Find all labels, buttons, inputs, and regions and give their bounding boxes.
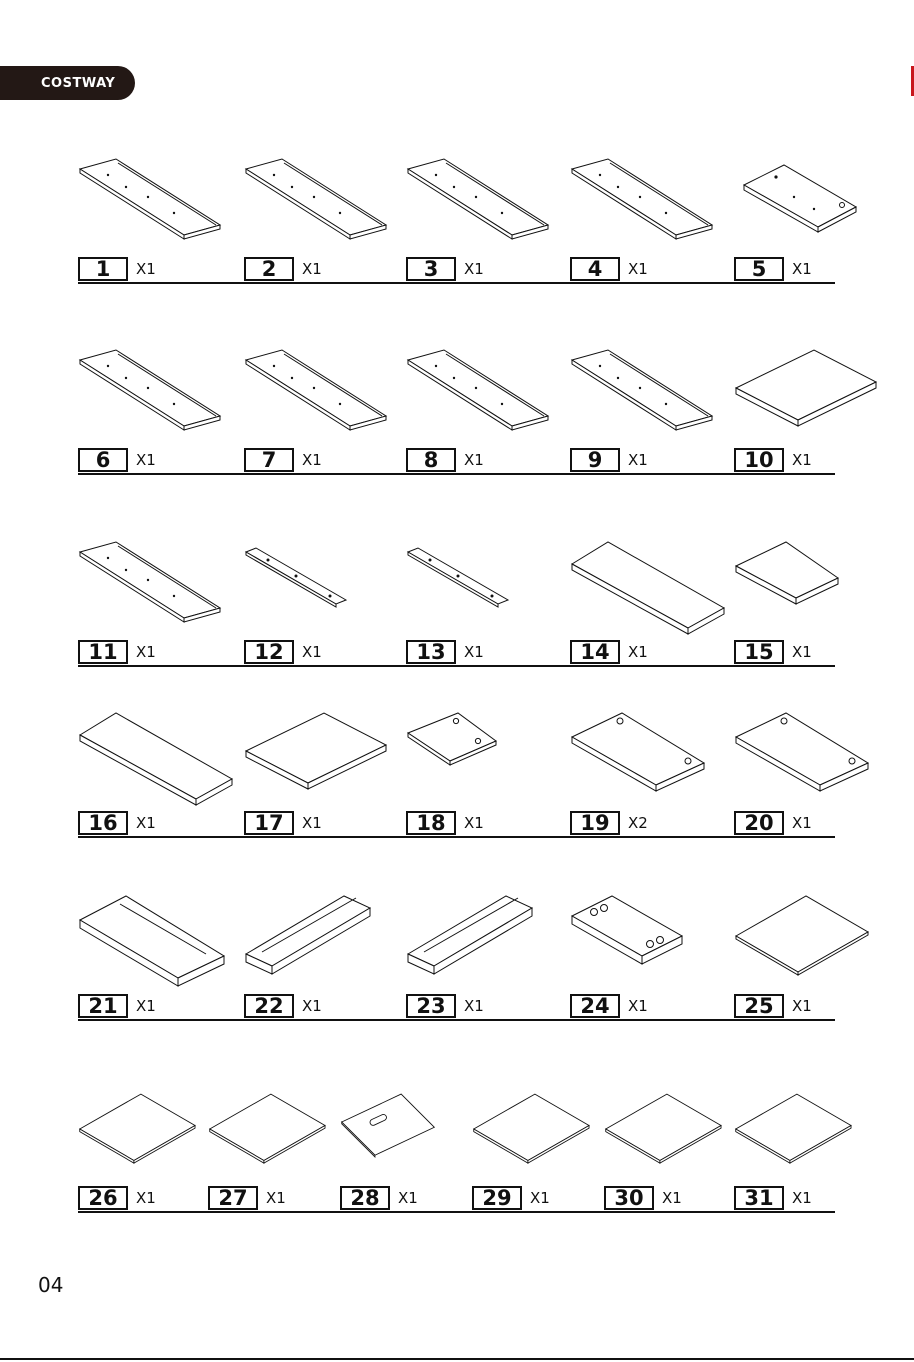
row-divider	[78, 665, 835, 667]
part-illustration	[734, 157, 892, 257]
part-illustration	[406, 157, 564, 257]
part-illustration	[604, 1086, 742, 1186]
part-quantity: X1	[136, 814, 156, 832]
row-divider	[78, 282, 835, 284]
part-illustration	[734, 711, 892, 811]
part-number-box: 8	[406, 448, 456, 472]
part-number-box: 25	[734, 994, 784, 1018]
part-number-box: 30	[604, 1186, 654, 1210]
part-4	[570, 157, 730, 282]
part-number-box: 26	[78, 1186, 128, 1210]
part-number-box: 10	[734, 448, 784, 472]
part-number-box: 20	[734, 811, 784, 835]
part-number-box: 24	[570, 994, 620, 1018]
part-number-box: 23	[406, 994, 456, 1018]
part-illustration	[78, 1086, 216, 1186]
part-quantity: X1	[792, 643, 812, 661]
part-23	[406, 894, 566, 1019]
part-number-box: 11	[78, 640, 128, 664]
part-quantity: X1	[464, 814, 484, 832]
part-12	[244, 540, 404, 665]
part-illustration	[244, 711, 402, 811]
part-quantity: X1	[792, 1189, 812, 1207]
part-number-box: 4	[570, 257, 620, 281]
part-number-box: 19	[570, 811, 620, 835]
part-quantity: X2	[628, 814, 648, 832]
part-illustration	[570, 157, 728, 257]
part-quantity: X1	[302, 997, 322, 1015]
part-quantity: X1	[136, 451, 156, 469]
part-number-box: 5	[734, 257, 784, 281]
part-number-box: 17	[244, 811, 294, 835]
part-illustration	[244, 894, 402, 994]
part-illustration	[570, 348, 728, 448]
part-quantity: X1	[464, 260, 484, 278]
part-illustration	[472, 1086, 610, 1186]
part-illustration	[244, 348, 402, 448]
part-number-box: 12	[244, 640, 294, 664]
part-quantity: X1	[302, 643, 322, 661]
part-15	[734, 540, 894, 665]
part-11	[78, 540, 238, 665]
part-illustration	[734, 540, 892, 640]
part-number-box: 18	[406, 811, 456, 835]
part-number-box: 16	[78, 811, 128, 835]
part-quantity: X1	[628, 260, 648, 278]
part-quantity: X1	[464, 643, 484, 661]
part-quantity: X1	[464, 451, 484, 469]
part-19	[570, 711, 730, 836]
part-quantity: X1	[398, 1189, 418, 1207]
part-illustration	[734, 348, 892, 448]
part-illustration	[78, 157, 236, 257]
part-quantity: X1	[628, 451, 648, 469]
part-quantity: X1	[302, 814, 322, 832]
costway-logo	[0, 66, 135, 100]
part-number-box: 31	[734, 1186, 784, 1210]
part-quantity: X1	[266, 1189, 286, 1207]
part-number-box: 2	[244, 257, 294, 281]
part-quantity: X1	[136, 1189, 156, 1207]
part-quantity: X1	[136, 260, 156, 278]
part-1	[78, 157, 238, 282]
part-17	[244, 711, 404, 836]
part-number-box: 3	[406, 257, 456, 281]
part-number-box: 9	[570, 448, 620, 472]
part-illustration	[78, 711, 236, 811]
part-2	[244, 157, 404, 282]
part-quantity: X1	[136, 643, 156, 661]
part-illustration	[734, 894, 892, 994]
part-quantity: X1	[792, 260, 812, 278]
row-divider	[78, 1019, 835, 1021]
part-13	[406, 540, 566, 665]
part-illustration	[406, 540, 564, 640]
part-22	[244, 894, 404, 1019]
part-21	[78, 894, 238, 1019]
part-18	[406, 711, 566, 836]
row-divider	[78, 473, 835, 475]
part-number-box: 28	[340, 1186, 390, 1210]
part-7	[244, 348, 404, 473]
part-number-box: 7	[244, 448, 294, 472]
part-illustration	[406, 894, 564, 994]
part-number-box: 27	[208, 1186, 258, 1210]
part-quantity: X1	[792, 814, 812, 832]
part-number-box: 21	[78, 994, 128, 1018]
part-number-box: 22	[244, 994, 294, 1018]
part-illustration	[244, 540, 402, 640]
part-6	[78, 348, 238, 473]
part-5	[734, 157, 894, 282]
brand-name: COSTWAY	[41, 75, 116, 91]
part-quantity: X1	[530, 1189, 550, 1207]
part-10	[734, 348, 894, 473]
row-divider	[78, 1211, 835, 1213]
part-quantity: X1	[464, 997, 484, 1015]
part-illustration	[406, 711, 564, 811]
part-31	[734, 1086, 894, 1211]
part-quantity: X1	[792, 997, 812, 1015]
part-illustration	[78, 348, 236, 448]
bottom-rule	[0, 1358, 914, 1360]
part-8	[406, 348, 566, 473]
page-number: 04	[38, 1273, 64, 1297]
part-number-box: 6	[78, 448, 128, 472]
part-illustration	[406, 348, 564, 448]
part-quantity: X1	[302, 260, 322, 278]
part-20	[734, 711, 894, 836]
part-illustration	[78, 894, 236, 994]
part-number-box: 13	[406, 640, 456, 664]
part-quantity: X1	[628, 997, 648, 1015]
part-number-box: 1	[78, 257, 128, 281]
part-quantity: X1	[792, 451, 812, 469]
part-illustration	[78, 540, 236, 640]
part-illustration	[570, 540, 728, 640]
part-14	[570, 540, 730, 665]
part-quantity: X1	[628, 643, 648, 661]
part-illustration	[570, 894, 728, 994]
part-illustration	[244, 157, 402, 257]
part-illustration	[340, 1086, 478, 1186]
part-illustration	[734, 1086, 872, 1186]
part-3	[406, 157, 566, 282]
part-number-box: 15	[734, 640, 784, 664]
part-quantity: X1	[302, 451, 322, 469]
part-quantity: X1	[136, 997, 156, 1015]
row-divider	[78, 836, 835, 838]
part-25	[734, 894, 894, 1019]
part-number-box: 29	[472, 1186, 522, 1210]
part-quantity: X1	[662, 1189, 682, 1207]
part-9	[570, 348, 730, 473]
part-16	[78, 711, 238, 836]
part-illustration	[208, 1086, 346, 1186]
part-24	[570, 894, 730, 1019]
part-number-box: 14	[570, 640, 620, 664]
part-illustration	[570, 711, 728, 811]
